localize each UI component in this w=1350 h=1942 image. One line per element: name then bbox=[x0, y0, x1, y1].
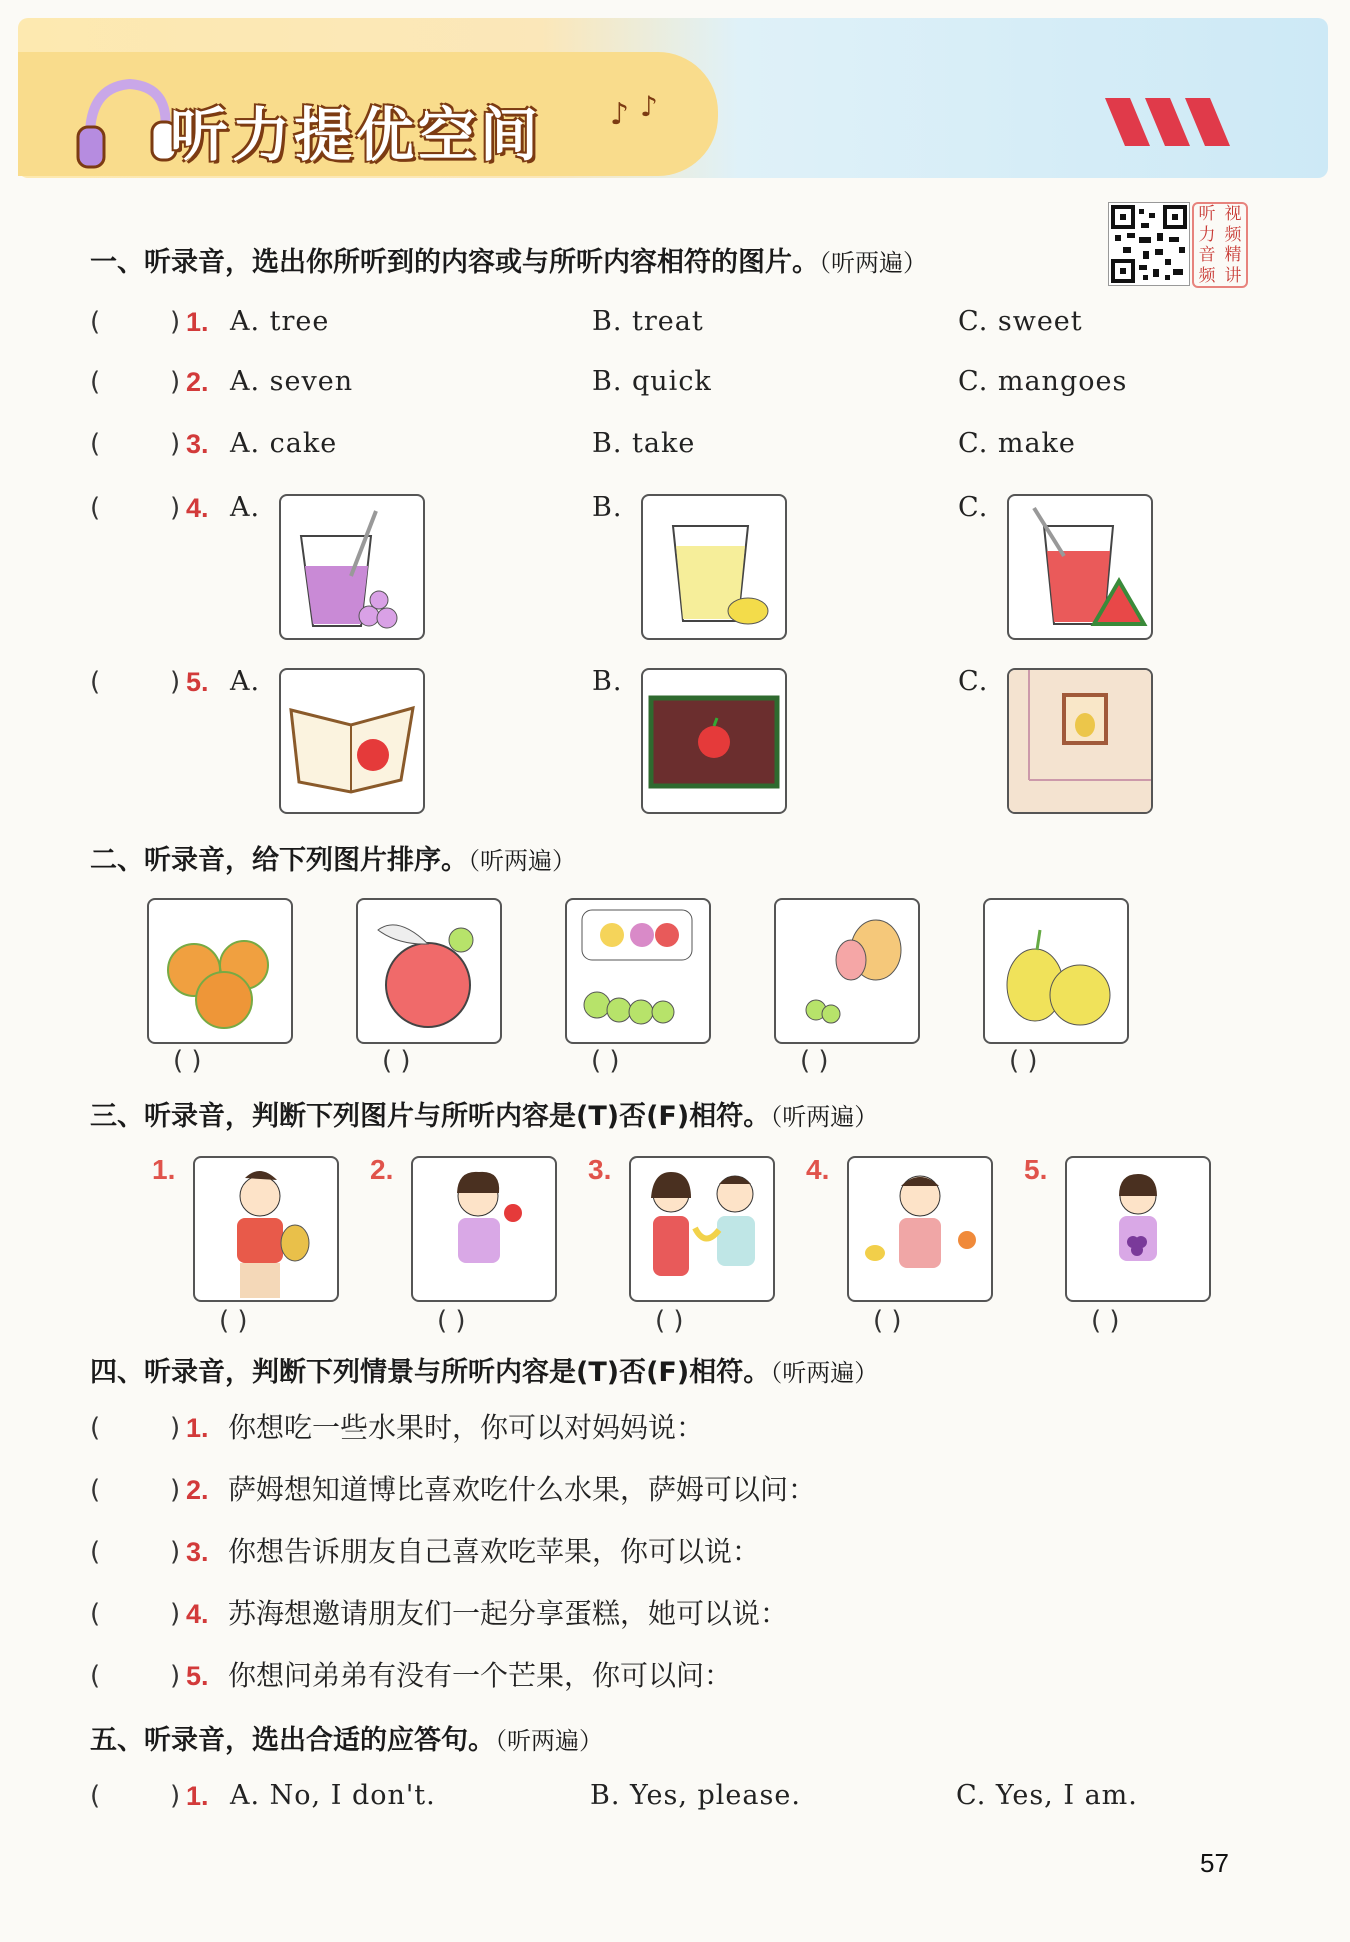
tf-blank-5[interactable]: ( ) bbox=[1091, 1306, 1120, 1336]
picture-number: 3. bbox=[588, 1154, 612, 1185]
watermelon-juice-picture[interactable] bbox=[1007, 494, 1153, 640]
section-1-title: 一、听录音，选出你所听到的内容或与所听内容相符的图片。（听两遍） bbox=[90, 247, 927, 278]
question-row: ( ) 1. A. No, I don't. B. Yes, please. C. Yes, I am. bbox=[90, 1776, 1190, 1816]
butterfly-picture[interactable] bbox=[774, 898, 920, 1044]
answer-blank[interactable]: ) bbox=[170, 667, 181, 697]
question-row: ( ) 1. A. tree B. treat C. sweet bbox=[90, 302, 1190, 342]
apple-with-worm-picture[interactable] bbox=[356, 898, 502, 1044]
picture-number: 4. bbox=[806, 1154, 830, 1185]
section-5-title: 五、听录音，选出合适的应答句。（听两遍） bbox=[90, 1725, 603, 1756]
answer-blank[interactable]: ) bbox=[170, 1413, 181, 1443]
lemon-juice-picture[interactable] bbox=[641, 494, 787, 640]
answer-blank[interactable]: ) bbox=[170, 1599, 181, 1629]
question-row: ( ) 3. A. cake B. take C. make bbox=[90, 424, 1190, 464]
grape-juice-picture[interactable] bbox=[279, 494, 425, 640]
answer-blank[interactable]: ) bbox=[170, 493, 181, 523]
pear-picture-on-wall[interactable] bbox=[1007, 668, 1153, 814]
page-number: 57 bbox=[1200, 1848, 1229, 1878]
picture-number: 1. bbox=[152, 1154, 176, 1185]
tf-blank-4[interactable]: ( ) bbox=[873, 1306, 902, 1336]
question-row: ( ) 2. 萨姆想知道博比喜欢吃什么水果，萨姆可以问： bbox=[90, 1470, 1190, 1510]
question-row: ( ) 5. 你想问弟弟有没有一个芒果，你可以问： bbox=[90, 1656, 1190, 1696]
boy-with-mango-and-orange-picture[interactable] bbox=[847, 1156, 993, 1302]
answer-blank[interactable]: ) bbox=[170, 367, 181, 397]
picture-number: 5. bbox=[1024, 1154, 1048, 1185]
question-row: ( ) 1. 你想吃一些水果时，你可以对妈妈说： bbox=[90, 1408, 1190, 1448]
answer-blank[interactable]: ) bbox=[170, 429, 181, 459]
music-note-icon bbox=[610, 86, 680, 136]
girl-with-grapes-picture[interactable] bbox=[1065, 1156, 1211, 1302]
decorative-stripes bbox=[1105, 98, 1235, 148]
answer-blank[interactable]: ) bbox=[170, 1781, 181, 1811]
girl-with-apple-picture[interactable] bbox=[411, 1156, 557, 1302]
tf-blank-1[interactable]: ( ) bbox=[219, 1306, 248, 1336]
section-3-title: 三、听录音，判断下列图片与所听内容是(T)否(F)相符。（听两遍） bbox=[90, 1101, 879, 1132]
question-row: ( ) 2. A. seven B. quick C. mangoes bbox=[90, 362, 1190, 402]
order-blank-1[interactable]: ( ) bbox=[173, 1046, 202, 1076]
apple-in-book-picture[interactable] bbox=[279, 668, 425, 814]
answer-blank[interactable]: ) bbox=[170, 1537, 181, 1567]
answer-blank[interactable]: ) bbox=[170, 1661, 181, 1691]
svg-text:♪: ♪ bbox=[640, 90, 658, 123]
order-blank-2[interactable]: ( ) bbox=[382, 1046, 411, 1076]
qr-label: 听 视 力 频 音 精 频 讲 bbox=[1192, 202, 1248, 288]
order-blank-4[interactable]: ( ) bbox=[800, 1046, 829, 1076]
apple-on-blackboard-picture[interactable] bbox=[641, 668, 787, 814]
section-4-title: 四、听录音，判断下列情景与所听内容是(T)否(F)相符。（听两遍） bbox=[90, 1357, 879, 1388]
answer-blank[interactable]: ) bbox=[170, 307, 181, 337]
question-row: ( ) 4. 苏海想邀请朋友们一起分享蛋糕，她可以说： bbox=[90, 1594, 1190, 1634]
svg-text:♪: ♪ bbox=[610, 97, 630, 132]
page-title: 听力提优空间 bbox=[170, 101, 543, 169]
qr-code[interactable] bbox=[1108, 202, 1190, 286]
tf-blank-2[interactable]: ( ) bbox=[437, 1306, 466, 1336]
question-row: ( ) 4. A. B. C. bbox=[90, 488, 1190, 528]
boy-with-pineapple-picture[interactable] bbox=[193, 1156, 339, 1302]
answer-blank[interactable]: ) bbox=[170, 1475, 181, 1505]
question-row: ( ) 3. 你想告诉朋友自己喜欢吃苹果，你可以说： bbox=[90, 1532, 1190, 1572]
order-blank-5[interactable]: ( ) bbox=[1009, 1046, 1038, 1076]
pears-picture[interactable] bbox=[983, 898, 1129, 1044]
headphone-icon bbox=[70, 72, 180, 172]
section-2-title: 二、听录音，给下列图片排序。（听两遍） bbox=[90, 845, 576, 876]
oranges-picture[interactable] bbox=[147, 898, 293, 1044]
caterpillar-thinking-picture[interactable] bbox=[565, 898, 711, 1044]
tf-blank-3[interactable]: ( ) bbox=[655, 1306, 684, 1336]
order-blank-3[interactable]: ( ) bbox=[591, 1046, 620, 1076]
picture-number: 2. bbox=[370, 1154, 394, 1185]
girl-and-boy-with-banana-picture[interactable] bbox=[629, 1156, 775, 1302]
question-row: ( ) 5. A. B. C. bbox=[90, 662, 1190, 702]
